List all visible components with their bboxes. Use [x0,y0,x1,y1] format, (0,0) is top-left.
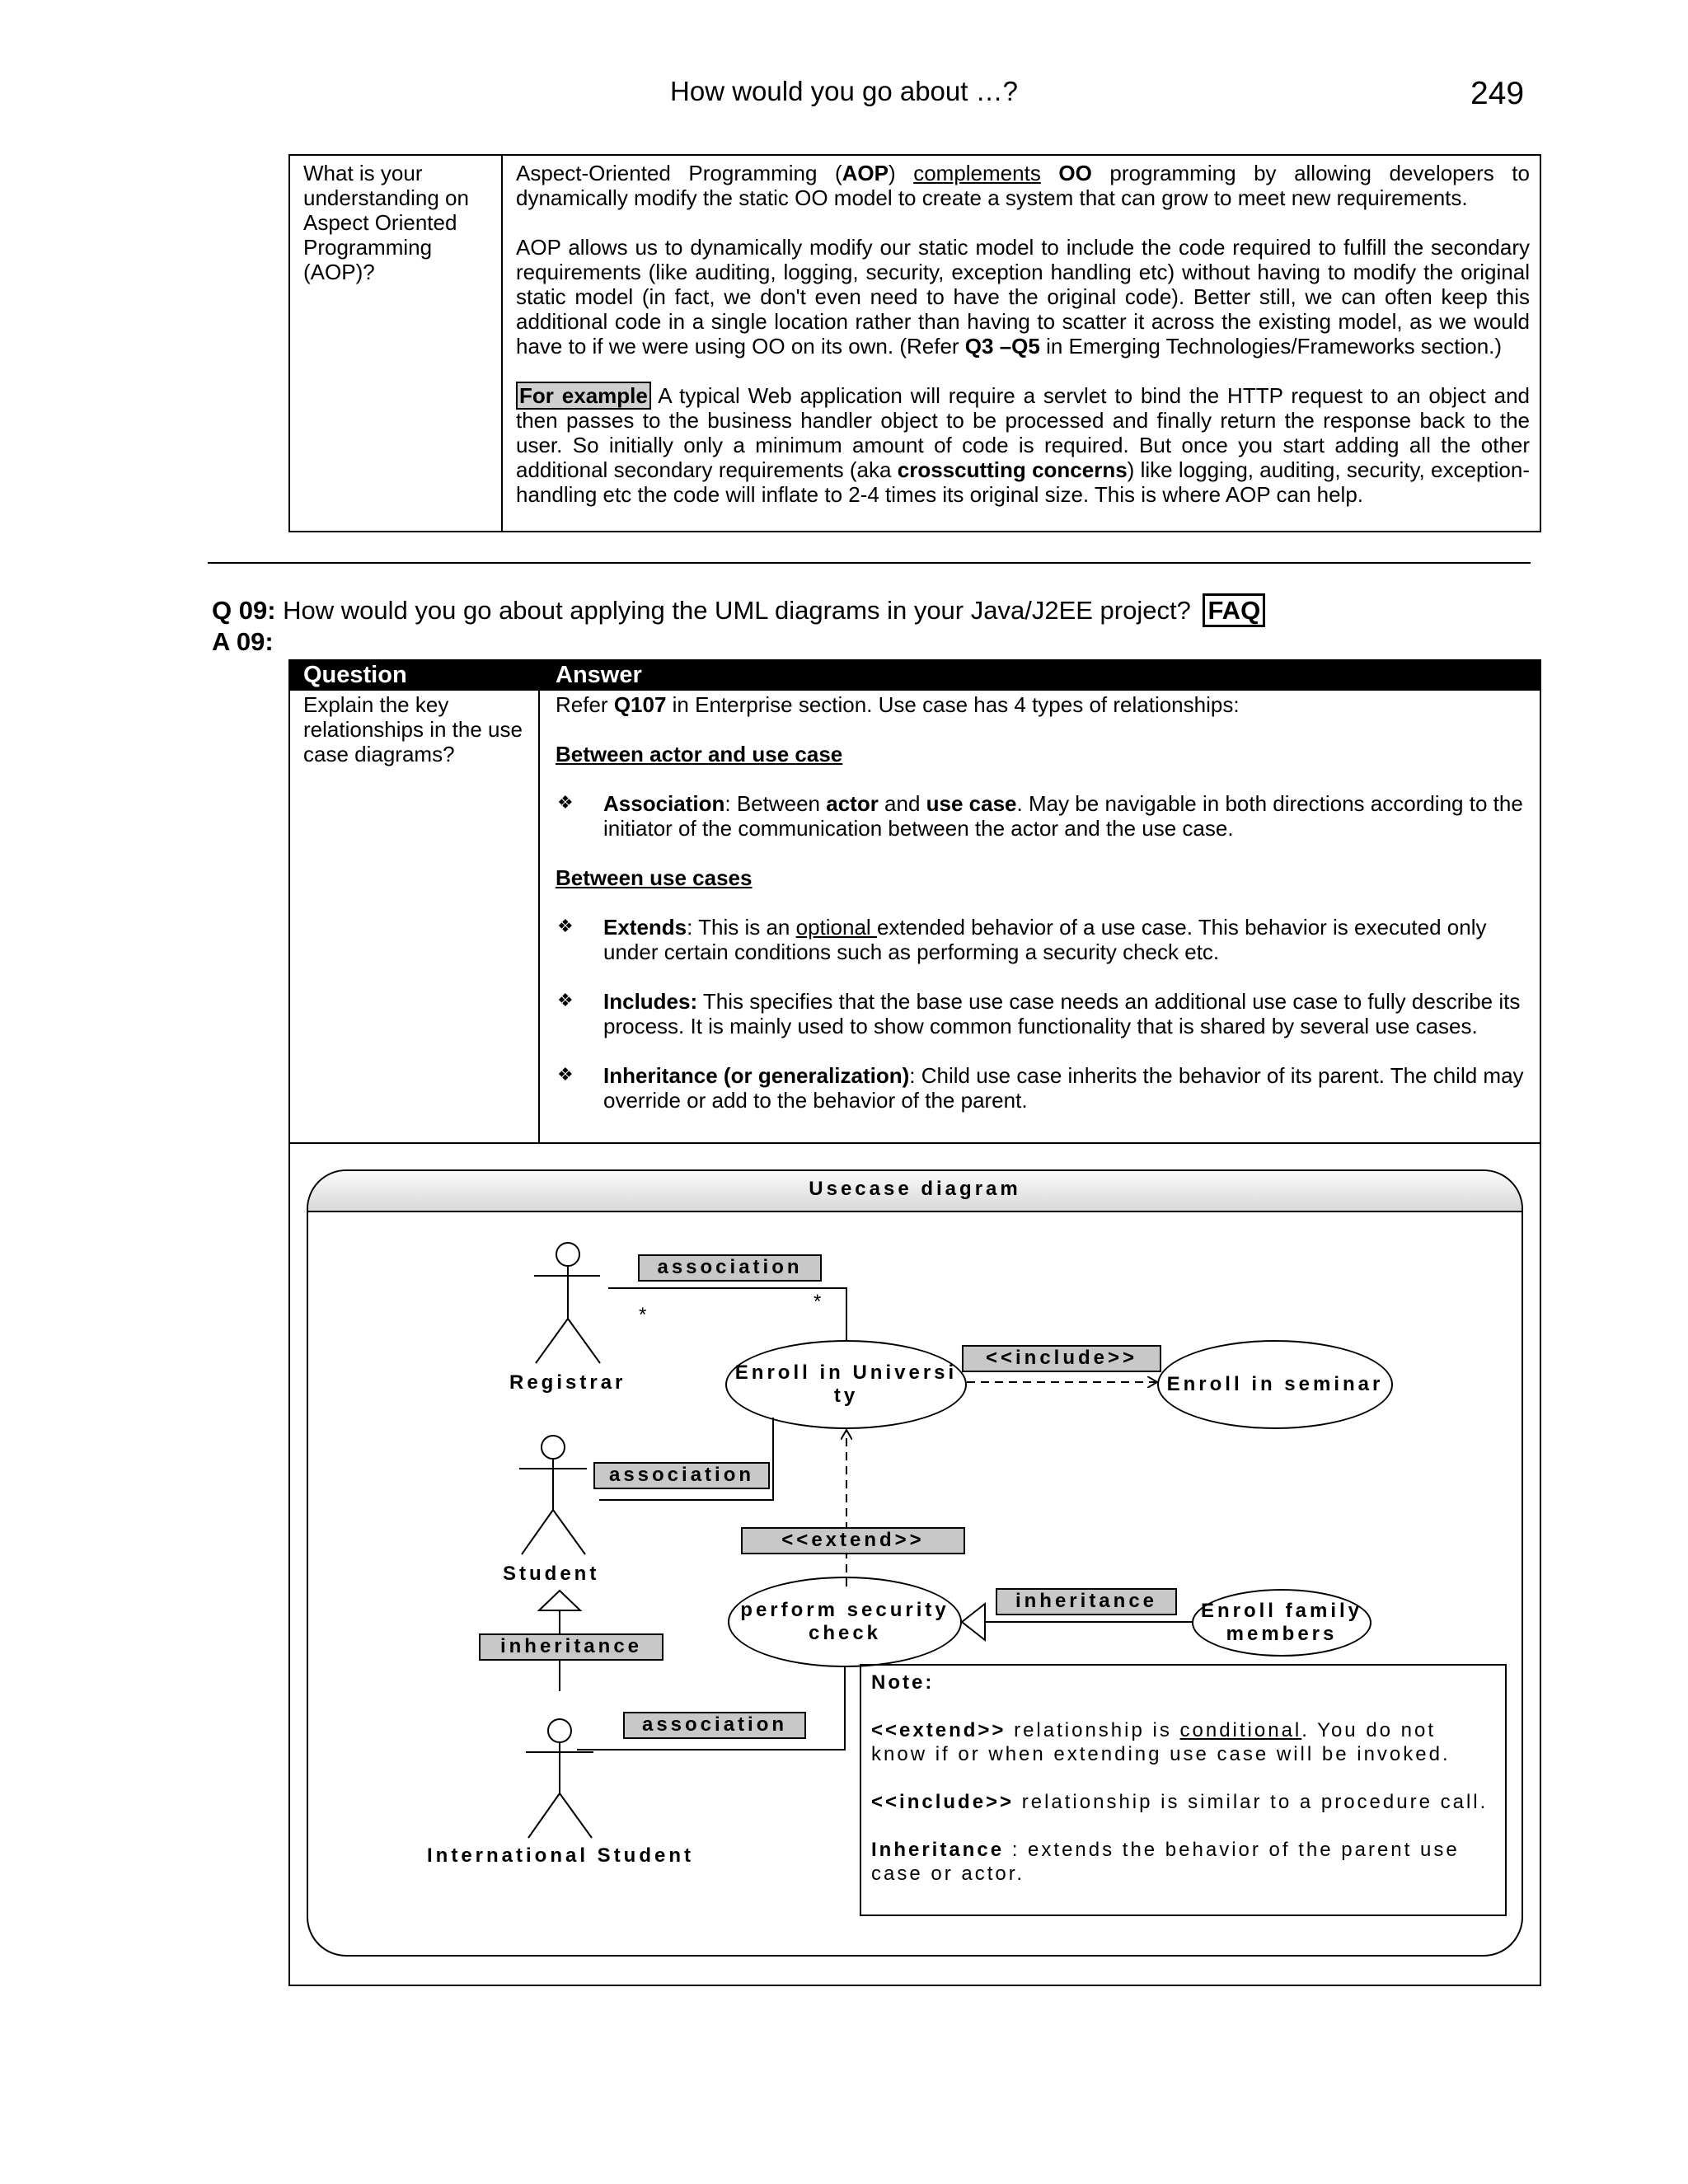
note-include: <<include>> relationship is similar to a procedure call. [871,1791,1489,1813]
tag-association-intl: association [623,1712,806,1739]
aop-paragraph-3: For example A typical Web application will require a servlet to bind the HTTP request to an object and then passes to the business handler object to be processed and finally return the response back to the user. So initially only a minimum amount of code is required. But once you start adding all the other additional secondary requirements (aka crosscutting concerns) like logging, auditing, security, exception-handling etc the code will inflate to 2-4 times its original size. This is where AOP can help. [516,383,1530,507]
tag-association-student: association [593,1462,770,1489]
uml-question: Explain the key relationships in the use case diagrams? [303,692,523,766]
student-actor-icon [519,1436,587,1554]
header-answer: Answer [556,662,642,688]
intro-text: Refer Q107 in Enterprise section. Use case has 4 types of relationships: [556,692,1240,717]
actor-label-intl-student: International Student [427,1844,694,1867]
bullet-includes: ❖ Includes: This specifies that the base use case needs an additional use case to fully describe its process. It is mainly used to show common functionality that is shared by several use cases. [557,989,1521,1038]
tag-include: <<include>> [962,1345,1161,1372]
aop-question: What is your understanding on Aspect Oriented Programming (AOP)? [303,161,469,284]
diagram-title: Usecase diagram [809,1178,1021,1200]
question-09: Q 09: How would you go about applying the UML diagrams in your Java/J2EE project? FAQ [212,596,1265,626]
tag-inheritance-actor: inheritance [479,1633,663,1661]
actor-label-registrar: Registrar [509,1371,626,1394]
international-student-actor-icon [526,1719,593,1838]
bullet-icon: ❖ [557,916,574,937]
usecase-enroll-seminar: Enroll in seminar [1157,1340,1393,1429]
usecase-perform-security-check: perform security check [728,1577,962,1667]
for-example-label: For example [516,382,651,410]
diagram-note [860,1664,1507,1916]
usecase-enroll-family: Enroll family members [1192,1589,1372,1657]
answer-09-label: A 09: [212,627,274,656]
tag-inheritance-usecase: inheritance [996,1588,1177,1615]
section-usecases: Between use cases [556,865,753,890]
registrar-actor-icon [534,1243,600,1363]
usecase-inheritance-arrowhead [962,1604,985,1640]
note-title: Note: [871,1671,935,1694]
bullet-extends: ❖ Extends: This is an optional extended behavior of a use case. This behavior is executed only under certain conditions such as performing a security check etc. [557,915,1487,964]
note-inheritance: Inheritance : extends the behavior of the parent use case or actor. [871,1839,1460,1885]
bullet-icon: ❖ [557,991,574,1011]
multiplicity-1: * [639,1304,650,1326]
actor-inheritance-arrowhead [539,1591,580,1610]
bullet-inheritance: ❖ Inheritance (or generalization): Child use case inherits the behavior of its parent. The child may override or add to the behavior of the parent. [557,1063,1524,1113]
usecase-enroll-university: Enroll in Universi ty [725,1340,967,1429]
multiplicity-2: * [814,1291,825,1313]
running-title: How would you go about …? [670,76,1018,106]
faq-badge: FAQ [1203,593,1265,627]
bullet-icon: ❖ [557,1065,574,1085]
note-extend: <<extend>> relationship is conditional. You do not know if or when extending use case will be invoked. [871,1719,1451,1765]
page-number: 249 [1470,76,1525,111]
header-question: Question [303,662,407,688]
section-actor-usecase: Between actor and use case [556,742,843,766]
tag-extend: <<extend>> [741,1527,965,1554]
aop-paragraph-1: Aspect-Oriented Programming (AOP) complements OO programming by allowing developers to dynamically modify the static OO model to create a system that can grow to meet new requirements. [516,161,1530,210]
aop-paragraph-2: AOP allows us to dynamically modify our static model to include the code required to fulfill the secondary requirements (like auditing, logging, security, exception handling etc) without having to modify the original static model (in fact, we don't even need to have the original code). Better still, we can often keep this additional code in a single location rather than having to scatter it across the existing model, as we would have to if we were using OO on its own. (Refer Q3 –Q5 in Emerging Technologies/Frameworks section.) [516,235,1530,359]
bullet-association: ❖ Association: Between actor and use case. May be navigable in both directions according to the initiator of the communication between the actor and the use case. [557,791,1523,841]
tag-association-registrar: association [638,1254,822,1282]
actor-label-student: Student [503,1563,600,1585]
bullet-icon: ❖ [557,793,574,813]
